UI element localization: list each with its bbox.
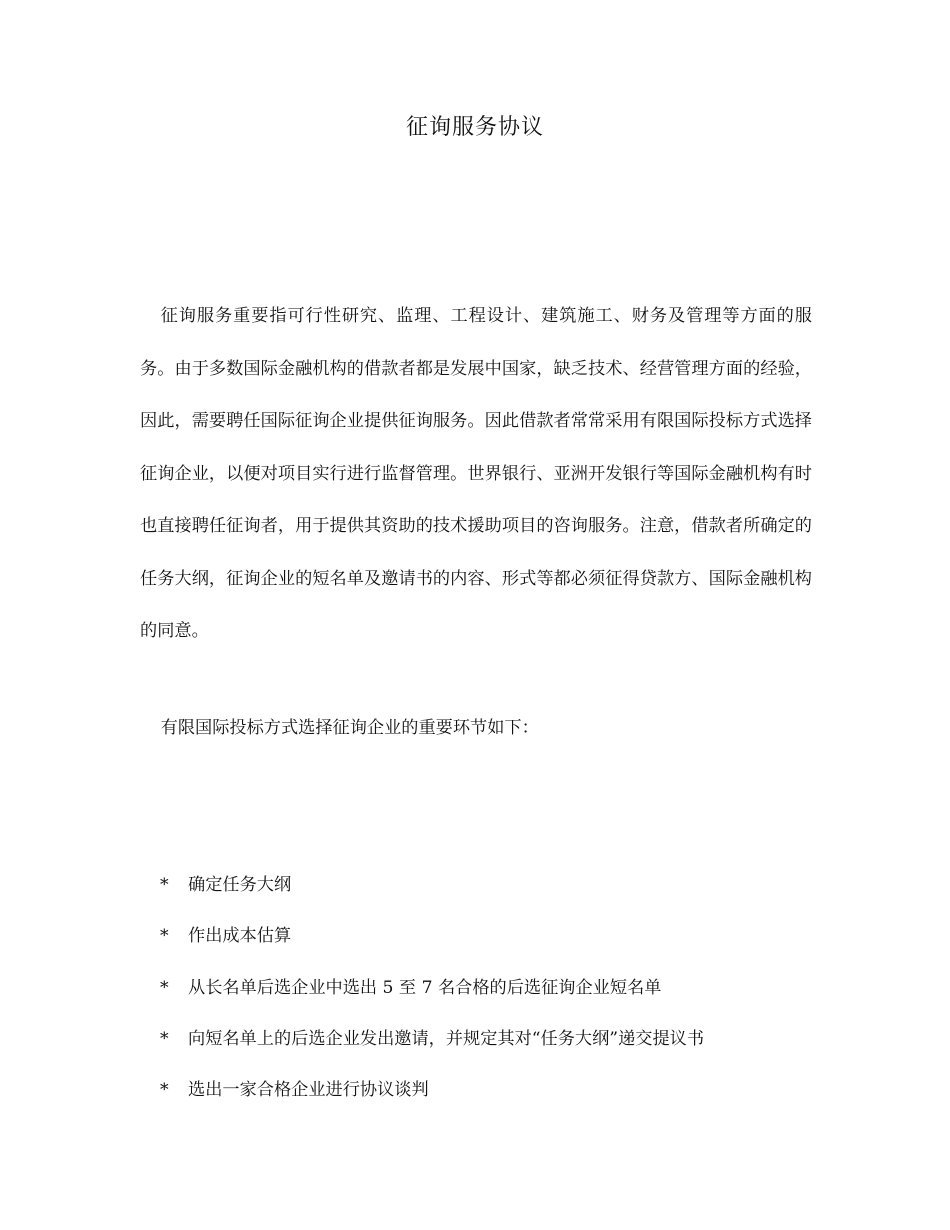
step-text: 作出成本估算 xyxy=(188,926,292,947)
step-text: 选出一家合格企业进行协议谈判 xyxy=(188,1080,429,1101)
bullet-asterisk-icon: * xyxy=(160,977,169,998)
step-text: 确定任务大纲 xyxy=(188,875,292,895)
bullet-asterisk-icon: * xyxy=(160,875,169,895)
list-item xyxy=(160,1014,704,1065)
list-item xyxy=(160,1065,704,1116)
intro-paragraph: 征询服务重要指可行性研究、监理、工程设计、建筑施工、财务及管理等方面的服务。由于多数国际金融机构的借款者都是发展中国家，缺乏技术、经营管理方面的经验，因此，需要聘任国际征询企业提供征询服务。因此借款者常常采用有限国际投标方式选择征询企业，以便对项目实行进行监督管理。世界银行、亚洲开发银行等国际金融机构有时也直接聘任征询者，用于提供其资助的技术援助项目的咨询服务。注意，借款者所确定的任务大纲，征询企业的短名单及邀请书的内容、形式等都必须征得贷款方、国际金融机构的同意。 xyxy=(140,306,812,641)
list-item xyxy=(160,911,704,962)
bullet-asterisk-icon: * xyxy=(160,1028,169,1049)
steps-list xyxy=(160,860,704,1116)
list-item xyxy=(160,860,704,911)
step-text: 从长名单后选企业中选出 5 至 7 名合格的后选征询企业短名单 xyxy=(188,977,662,998)
bullet-asterisk-icon: * xyxy=(160,1080,169,1101)
list-item xyxy=(160,963,704,1014)
bullet-asterisk-icon: * xyxy=(160,926,169,947)
document-title: 征询服务协议 xyxy=(405,115,544,140)
steps-intro-paragraph: 有限国际投标方式选择征询企业的重要环节如下： xyxy=(160,718,539,738)
step-text: 向短名单上的后选企业发出邀请，并规定其对“任务大纲”递交提议书 xyxy=(188,1028,705,1049)
